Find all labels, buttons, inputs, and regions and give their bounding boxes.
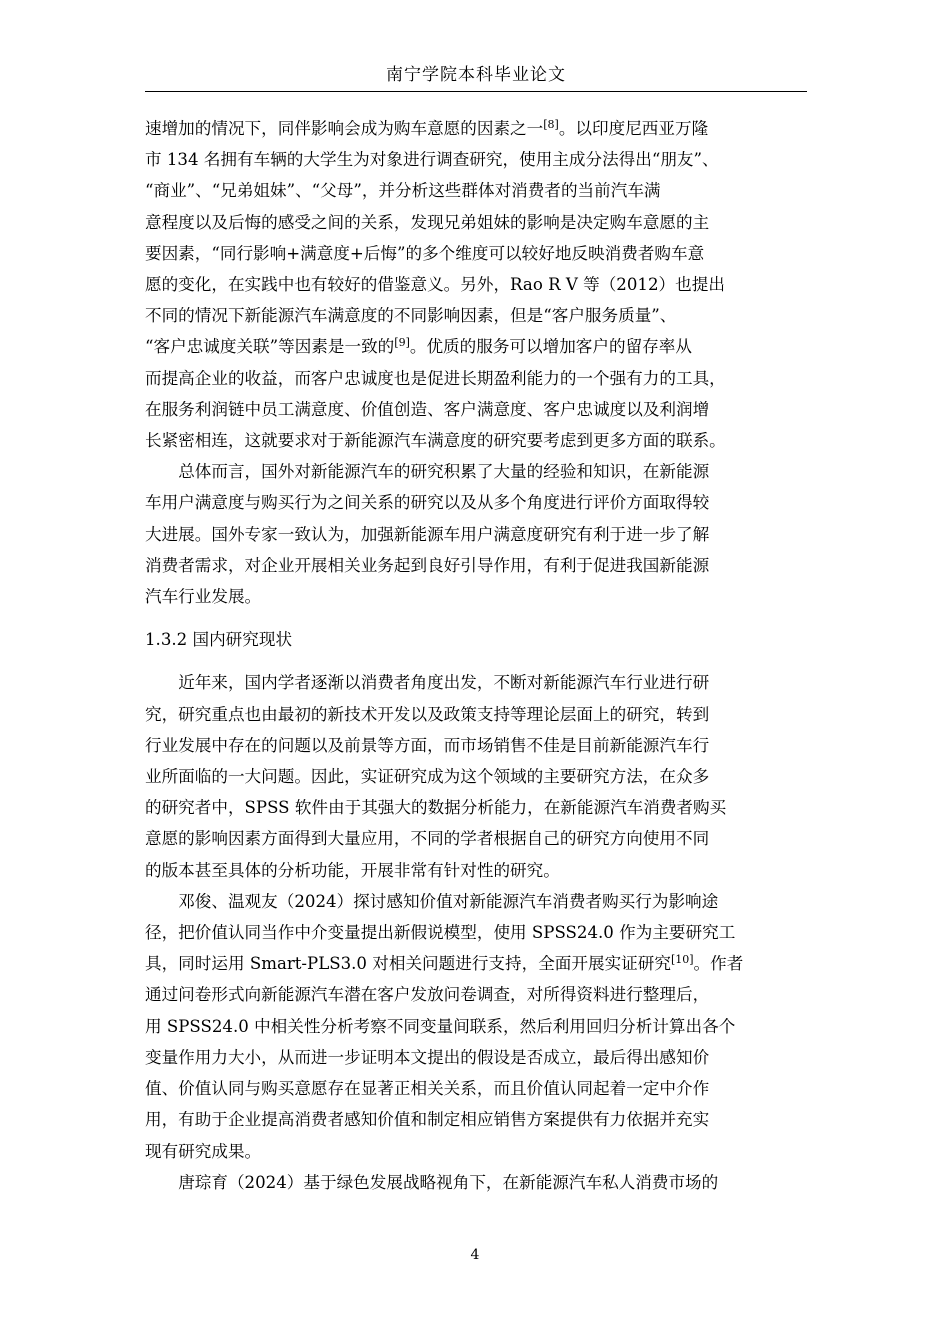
paragraph-deng-jun-study bbox=[145, 886, 807, 1167]
page-header-title: 南宁学院本科毕业论文 bbox=[386, 65, 566, 85]
text-line: 意程度以及后悔的感受之间的关系，发现兄弟姐妹的影响是决定购车意愿的主 bbox=[145, 212, 710, 232]
text-line: 消费者需求，对企业开展相关业务起到良好引导作用，有利于促进我国新能源 bbox=[145, 555, 710, 575]
text-line: 愿的变化，在实践中也有较好的借鉴意义。另外，Rao R V 等（2012）也提出 bbox=[145, 275, 725, 295]
text-line: “商业”、“兄弟姐妹”、“父母”，并分析这些群体对消费者的当前汽车满 bbox=[145, 181, 661, 201]
text-line: 而提高企业的收益，而客户忠诚度也是促进长期盈利能力的一个强有力的工具， bbox=[145, 368, 726, 388]
text-line: 值、价值认同与购买意愿存在显著正相关关系，而且价值认同起着一定中介作 bbox=[145, 1079, 710, 1099]
text-line: 具，同时运用 Smart-PLS3.0 对相关问题进行支持，全面开展实证研究[10]。作者 bbox=[145, 953, 744, 974]
section-heading-domestic-research: 1.3.2 国内研究现状 bbox=[145, 630, 293, 650]
paragraph-tang-congyu-study bbox=[145, 1167, 807, 1198]
paragraph-summary bbox=[145, 456, 807, 612]
text-line: 近年来，国内学者逐渐以消费者角度出发，不断对新能源汽车行业进行研 bbox=[178, 673, 710, 693]
text-line: 通过问卷形式向新能源汽车潜在客户发放问卷调查，对所得资料进行整理后， bbox=[145, 985, 710, 1005]
text-line: 车用户满意度与购买行为之间关系的研究以及从多个角度进行评价方面取得较 bbox=[145, 493, 710, 513]
text-line: 要因素，“同行影响+满意度+后悔”的多个维度可以较好地反映消费者购车意 bbox=[145, 243, 705, 263]
page-number: 4 bbox=[470, 1247, 480, 1263]
text-line: 速增加的情况下，同伴影响会成为购车意愿的因素之一[8]。以印度尼西亚万隆 bbox=[145, 118, 709, 138]
text-line: 究，研究重点也由最初的新技术开发以及政策支持等理论层面上的研究，转到 bbox=[145, 704, 710, 724]
text-line: 用 SPSS24.0 中相关性分析考察不同变量间联系，然后利用回归分析计算出各个 bbox=[145, 1016, 736, 1036]
text-line: 行业发展中存在的问题以及前景等方面，而市场销售不佳是目前新能源汽车行 bbox=[145, 735, 710, 755]
citation-9: [9] bbox=[394, 336, 410, 350]
text-line: 总体而言，国外对新能源汽车的研究积累了大量的经验和知识，在新能源 bbox=[178, 462, 710, 482]
text-line: 变量作用力大小，从而进一步证明本文提出的假设是否成立，最后得出感知价 bbox=[145, 1047, 710, 1067]
text-line: 用，有助于企业提高消费者感知价值和制定相应销售方案提供有力依据并充实 bbox=[145, 1110, 710, 1130]
header-divider bbox=[145, 91, 807, 92]
text-line: 邓俊、温观友（2024）探讨感知价值对新能源汽车消费者购买行为影响途 bbox=[178, 891, 719, 911]
text-line: 现有研究成果。 bbox=[145, 1141, 262, 1161]
text-line: 的版本甚至具体的分析功能，开展非常有针对性的研究。 bbox=[145, 860, 560, 880]
paragraph-domestic-overview bbox=[145, 667, 807, 885]
text-line: 大进展。国外专家一致认为，加强新能源车用户满意度研究有利于进一步了解 bbox=[145, 524, 710, 544]
text-line: 的研究者中，SPSS 软件由于其强大的数据分析能力，在新能源汽车消费者购买 bbox=[145, 798, 727, 818]
text-line: 意愿的影响因素方面得到大量应用，不同的学者根据自己的研究方向使用不同 bbox=[145, 829, 710, 849]
text-line: 在服务利润链中员工满意度、价值创造、客户满意度、客户忠诚度以及利润增 bbox=[145, 399, 710, 419]
text-line: 市 134 名拥有车辆的大学生为对象进行调查研究，使用主成分法得出“朋友”、 bbox=[145, 150, 719, 170]
text-line: 不同的情况下新能源汽车满意度的不同影响因素，但是“客户服务质量”、 bbox=[145, 306, 677, 326]
text-line: 长紧密相连，这就要求对于新能源汽车满意度的研究要考虑到更多方面的联系。 bbox=[145, 431, 726, 451]
document-body bbox=[145, 113, 807, 1198]
text-line: 业所面临的一大问题。因此，实证研究成为这个领域的主要研究方法，在众多 bbox=[145, 767, 710, 787]
paragraph-foreign-research-continued bbox=[145, 113, 807, 456]
text-line: 唐琮育（2024）基于绿色发展战略视角下，在新能源汽车私人消费市场的 bbox=[178, 1172, 719, 1192]
text-line: 汽车行业发展。 bbox=[145, 587, 262, 607]
text-line: 径，把价值认同当作中介变量提出新假说模型，使用 SPSS24.0 作为主要研究工 bbox=[145, 923, 736, 943]
citation-8: [8] bbox=[543, 118, 559, 131]
text-line: “客户忠诚度关联”等因素是一致的[9]。优质的服务可以增加客户的留存率从 bbox=[145, 336, 692, 357]
citation-10: [10] bbox=[670, 953, 694, 967]
